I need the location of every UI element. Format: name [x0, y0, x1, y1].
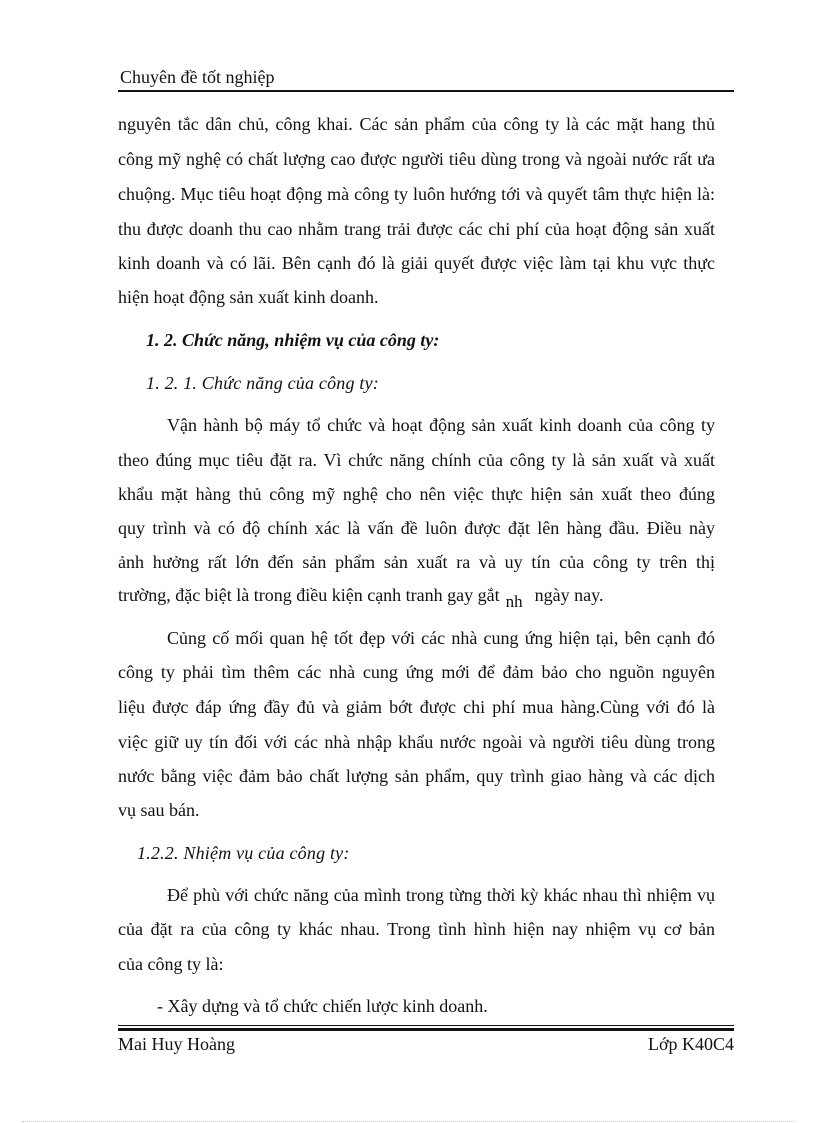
paragraph-line: Củng cố mối quan hệ tốt đẹp với các nhà cung ứng hiện tại, bên cạnh đó	[167, 628, 715, 648]
paragraph-line: vụ sau bán.	[118, 800, 200, 820]
section-heading-1-2: 1. 2. Chức năng, nhiệm vụ của công ty:	[146, 330, 440, 350]
line-text: ngày nay.	[534, 585, 604, 605]
paragraph-line: quy trình và có độ chính xác là vấn đề luôn được đặt lên hàng đầu. Điều này	[118, 518, 715, 538]
footer-author: Mai Huy Hoàng	[118, 1034, 235, 1054]
paragraph-line: ảnh hưởng rất lớn đến sản phẩm sản xuất ra và uy tín của công ty trên thị	[118, 552, 715, 572]
paragraph-line: liệu được đáp ứng đầy đủ và giảm bớt được chi phí mua hàng.Cùng với đó là	[118, 697, 715, 717]
page-bottom-edge	[22, 1121, 794, 1122]
paragraph-line: khẩu mặt hàng thủ công mỹ nghệ cho nên việc thực hiện sản xuất theo đúng	[118, 484, 715, 504]
line-text: trường, đặc biệt là trong điều kiện cạnh tranh gay gắt	[118, 585, 500, 605]
paragraph-line: chuộng. Mục tiêu hoạt động mà công ty luôn hướng tới và quyết tâm thực hiện là:	[118, 184, 715, 204]
footer-class: Lớp K40C4	[647, 1034, 734, 1054]
section-heading-1-2-1: 1. 2. 1. Chức năng của công ty:	[146, 373, 379, 393]
paragraph-line: hiện hoạt động sản xuất kinh doanh.	[118, 287, 379, 307]
paragraph-line: việc giữ uy tín đối với các nhà nhập khẩu nước ngoài và người tiêu dùng trong	[118, 732, 715, 752]
paragraph-line	[118, 584, 604, 611]
footer-rule-thick	[118, 1028, 734, 1031]
header-title: Chuyên đề tốt nghiệp	[120, 67, 275, 87]
paragraph-line: nước bằng việc đảm bảo chất lượng sản phẩm, quy trình giao hàng và các dịch	[118, 766, 715, 786]
stray-fragment: nh	[505, 592, 523, 611]
header-rule	[118, 90, 734, 92]
paragraph-line: nguyên tắc dân chủ, công khai. Các sản phẩm của công ty là các mặt hang thủ	[118, 114, 715, 134]
paragraph-line: theo đúng mục tiêu đặt ra. Vì chức năng chính của công ty là sản xuất và xuất	[118, 450, 715, 470]
paragraph-line: Để phù với chức năng của mình trong từng thời kỳ khác nhau thì nhiệm vụ	[167, 885, 715, 905]
section-heading-1-2-2: 1.2.2. Nhiệm vụ của công ty:	[137, 843, 350, 863]
paragraph-line: thu được doanh thu cao nhằm trang trải được các chi phí của hoạt động sản xuất	[118, 219, 715, 239]
bullet-item: - Xây dựng và tổ chức chiến lược kinh doanh.	[157, 996, 488, 1016]
paragraph-line: của công ty là:	[118, 954, 224, 974]
footer-rule	[118, 1025, 734, 1026]
paragraph-line: của đặt ra của công ty khác nhau. Trong tình hình hiện nay nhiệm vụ cơ bản	[118, 919, 715, 939]
paragraph-line: kinh doanh và có lãi. Bên cạnh đó là giải quyết được việc làm tại khu vực thực	[118, 253, 715, 273]
paragraph-line: công ty phải tìm thêm các nhà cung ứng mới để đảm bảo cho nguồn nguyên	[118, 662, 715, 682]
paragraph-line: Vận hành bộ máy tổ chức và hoạt động sản xuất kinh doanh của công ty	[167, 415, 715, 435]
paragraph-line: công mỹ nghệ có chất lượng cao được người tiêu dùng trong và ngoài nước rất ưa	[118, 149, 715, 169]
